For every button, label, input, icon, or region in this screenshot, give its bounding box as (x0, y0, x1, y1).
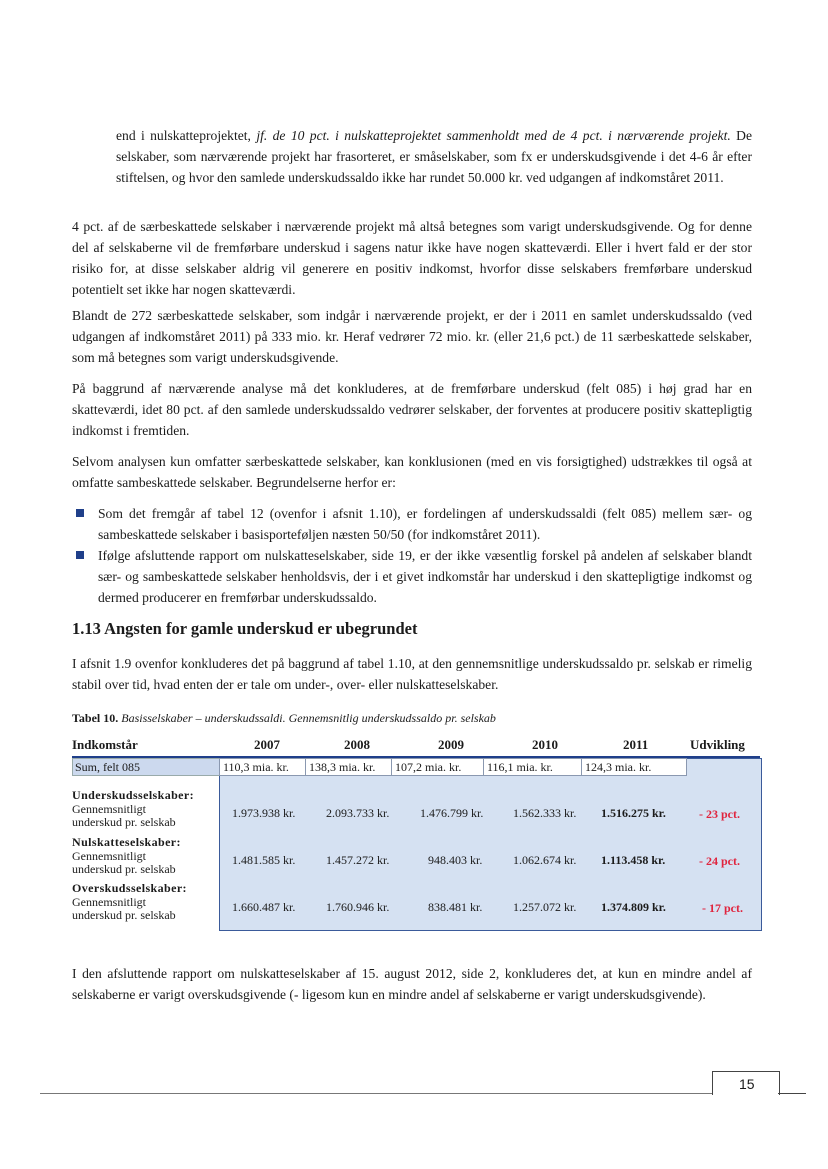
bullet-square-icon (76, 509, 84, 517)
column-header: 2011 (623, 737, 649, 752)
group-subtitle: Gennemsnitligt (72, 801, 146, 816)
paragraph-afsnit: I afsnit 1.9 ovenfor konkluderes det på baggrund af tabel 1.10, at den gennemsnitlige underskudssaldo pr. selskab er rimelig stabil over tid, hvad enten der er tale om under-, over- eller nulskatteselskaber. (72, 656, 752, 692)
table-cell: 138,3 mia. kr. (305, 758, 397, 776)
page-number: 15 (739, 1076, 755, 1092)
table-cell: 1.257.072 kr. (513, 900, 577, 914)
bullet-text: Ifølge afsluttende rapport om nulskatteselskaber, side 19, er der ikke væsentlig forskel på andelen af selskaber blandt sær- og sambeskattede selskaber henholdsvis, der i et givet indkomstår har underskud i den skattepligtige indkomst og dermed producerer en fremførbar underskudssaldo. (98, 548, 752, 605)
paragraph-final: I den afsluttende rapport om nulskatteselskaber af 15. august 2012, side 2, konkluderes det, at kun en mindre andel af selskaberne er varigt overskudsgivende (- ligesom kun en mindre andel af selskaberne er varigt underskudsgivende). (72, 966, 752, 1002)
table-cell: 1.457.272 kr. (326, 853, 390, 867)
table-cell: 1.660.487 kr. (232, 900, 296, 914)
column-header: 2007 (254, 737, 280, 752)
table-row-label (72, 836, 217, 877)
group-subtitle: Gennemsnitligt (72, 894, 146, 909)
table-cell: 124,3 mia. kr. (581, 758, 687, 776)
group-title: Underskudsselskaber: (72, 788, 195, 802)
table-cell: 1.481.585 kr. (232, 853, 296, 867)
caption-label: Tabel 10. (72, 711, 119, 725)
table-cell: 2.093.733 kr. (326, 806, 390, 820)
table-caption (72, 711, 496, 726)
paragraph-continuation (116, 125, 752, 188)
bullet-square-icon (76, 551, 84, 559)
group-subtitle: Gennemsnitligt (72, 848, 146, 863)
group-subtitle: underskud pr. selskab (72, 908, 176, 922)
paragraph-conclusion: På baggrund af nærværende analyse må det konkluderes, at de fremførbare underskud (felt 085) i høj grad har en skatteværdi, idet 80 pct. af den samlede underskudssaldo vedrører selskaber, der forventes at producere positiv skattepligtig indkomst i fremtiden. (72, 381, 752, 438)
table-cell: 1.760.946 kr. (326, 900, 390, 914)
group-title: Overskudsselskaber: (72, 881, 187, 895)
paragraph-italic-text: jf. de 10 pct. i nulskatteprojektet sammenholdt med de 4 pct. i nærværende projekt. (256, 128, 731, 143)
table-cell: 1.113.458 kr. (601, 853, 666, 867)
section-heading: 1.13 Angsten for gamle underskud er ubegrundet (72, 619, 418, 638)
sum-row-label: Sum, felt 085 (72, 758, 221, 776)
change-badge: - 23 pct. (699, 807, 740, 821)
bullet-item (72, 545, 752, 608)
table-header (72, 737, 760, 755)
group-subtitle: underskud pr. selskab (72, 815, 176, 829)
table-cell: 116,1 mia. kr. (483, 758, 587, 776)
table-cell: 1.973.938 kr. (232, 806, 296, 820)
table-row-label (72, 882, 217, 923)
paragraph-text: end i nulskatteprojektet, (116, 128, 251, 143)
group-subtitle: underskud pr. selskab (72, 862, 176, 876)
column-header: 2010 (532, 737, 558, 752)
paragraph-272: Blandt de 272 særbeskattede selskaber, som indgår i nærværende projekt, er der i 2011 en samlet underskudssaldo (ved udgangen af indkomståret 2011) på 333 mio. kr. Heraf vedrører 72 mio. kr. (eller 21,6 pct.) de 11 særbeskattede selskaber, som må betegnes som varigt underskudsgivende. (72, 308, 752, 365)
paragraph-4pct: 4 pct. af de særbeskattede selskaber i nærværende projekt må altså betegnes som varigt underskudsgivende. Og for denne del af selskaberne vil de fremførbare underskud i sagens natur ikke have nogen skatteværdi. Eller i hvert fald er der stor risiko for, at disse selskaber aldrig vil generere en positiv indkomst, hvorfor disse selskabers fremførbare underskud potentielt set ikke har nogen skatteværdi. (72, 219, 752, 297)
table-cell: 107,2 mia. kr. (391, 758, 489, 776)
change-badge: - 24 pct. (699, 854, 740, 868)
column-header: 2008 (344, 737, 370, 752)
footer-divider (40, 1093, 712, 1094)
paragraph-text: De selskaber, som nærværende projekt har frasorteret, er småselskaber, som fx er underskudsgivende i det 4-6 år efter stiftelsen, og hvor den samlede underskudssaldo ikke har rundet 50.000 kr. ved udgangen af indkomståret 2011. (116, 128, 752, 185)
table-cell: 1.562.333 kr. (513, 806, 577, 820)
table-cell: 1.374.809 kr. (601, 900, 666, 914)
bullet-item (72, 503, 752, 545)
table-data-area (219, 758, 762, 931)
group-title: Nulskatteselskaber: (72, 835, 181, 849)
column-header: Udvikling (690, 737, 745, 752)
table-cell: 110,3 mia. kr. (219, 758, 311, 776)
bullet-text: Som det fremgår af tabel 12 (ovenfor i afsnit 1.10), er fordelingen af underskudssaldi (felt 085) mellem sær- og sambeskattede selskaber i basisporteføljen næsten 50/50 (for indkomståret 2011). (98, 506, 752, 542)
footer-divider (778, 1093, 806, 1094)
column-header: Indkomstår (72, 737, 138, 752)
change-badge: - 17 pct. (702, 901, 743, 915)
caption-title: Basisselskaber – underskudssaldi. Gennemsnitlig underskudssaldo pr. selskab (121, 711, 496, 725)
table-row-label (72, 789, 217, 830)
table-cell: 948.403 kr. (428, 853, 483, 867)
table-cell: 838.481 kr. (428, 900, 483, 914)
table-cell: 1.516.275 kr. (601, 806, 666, 820)
table-cell: 1.062.674 kr. (513, 853, 577, 867)
column-header: 2009 (438, 737, 464, 752)
paragraph-selvom: Selvom analysen kun omfatter særbeskattede selskaber, kan konklusionen (med en vis forsigtighed) udstrækkes til også at omfatte sambeskattede selskaber. Begrundelserne herfor er: (72, 454, 752, 490)
table-cell: 1.476.799 kr. (420, 806, 484, 820)
